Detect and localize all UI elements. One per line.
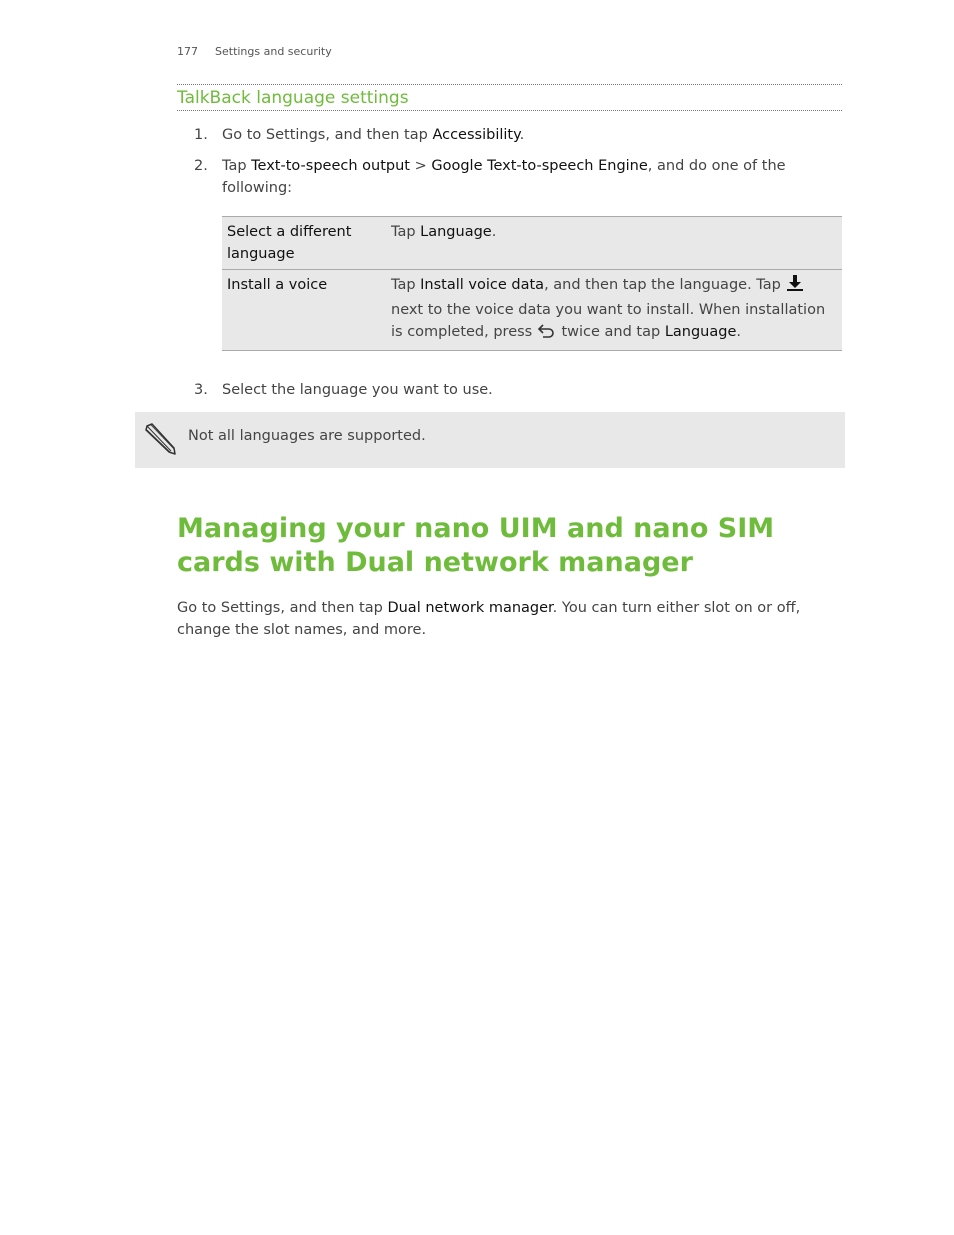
language-term: Language: [664, 324, 737, 340]
table-row: [222, 217, 842, 270]
step-number: 3.: [194, 382, 208, 398]
desc-part: , and then tap the language. Tap: [544, 277, 786, 293]
language-term: Language: [420, 224, 492, 240]
desc-part: Tap: [391, 224, 421, 240]
pencil-icon: [143, 422, 177, 460]
desc-part: Tap: [391, 277, 421, 293]
desc-part: twice and tap: [556, 324, 665, 340]
desc-part: .: [491, 224, 497, 240]
dual-network-manager-term: Dual network manager: [387, 600, 553, 616]
step-text: Select the language you want to use.: [222, 382, 493, 398]
desc-part: next to the voice data you want to install. When installation is completed, press: [391, 302, 826, 340]
dual-network-paragraph: [177, 597, 847, 641]
page-number: 177: [177, 45, 198, 58]
option-label: Install a voice: [222, 270, 386, 351]
para-part: . You can turn either slot on or off, change the slot names, and more.: [177, 600, 801, 638]
google-tts-term: Google Text-to-speech Engine: [431, 158, 648, 174]
step-number: 1.: [194, 127, 208, 143]
table-row: [222, 270, 842, 351]
step-number: 2.: [194, 158, 208, 174]
section-title: TalkBack language settings: [177, 84, 842, 111]
step-3: [194, 379, 842, 401]
note-text: Not all languages are supported.: [188, 428, 426, 444]
install-voice-data-term: Install voice data: [420, 277, 545, 293]
step-text-part: Tap: [222, 158, 252, 174]
accessibility-term: Accessibility: [432, 127, 520, 143]
options-table: [222, 216, 842, 351]
step-text-part: Go to Settings, and then tap: [222, 127, 433, 143]
para-part: Go to Settings, and then tap: [177, 600, 388, 616]
note-box: [135, 412, 845, 468]
page-header: [177, 45, 332, 58]
desc-part: .: [736, 324, 741, 340]
step-2: [194, 155, 842, 199]
step-text-part: >: [409, 158, 432, 174]
option-description: [386, 270, 842, 351]
option-label: Select a different language: [222, 217, 386, 270]
step-text-part: .: [519, 127, 525, 143]
option-description: [386, 217, 842, 270]
download-icon: [785, 274, 805, 299]
back-icon: [537, 323, 557, 346]
step-text: [222, 155, 842, 199]
step-text-part: , and do one of the following:: [222, 158, 786, 196]
step-text: [222, 124, 842, 146]
header-section: Settings and security: [215, 45, 332, 58]
dual-network-title: Managing your nano UIM and nano SIM cards with Dual network manager: [177, 513, 775, 578]
step-1: [194, 124, 842, 146]
tts-output-term: Text-to-speech output: [251, 158, 410, 174]
